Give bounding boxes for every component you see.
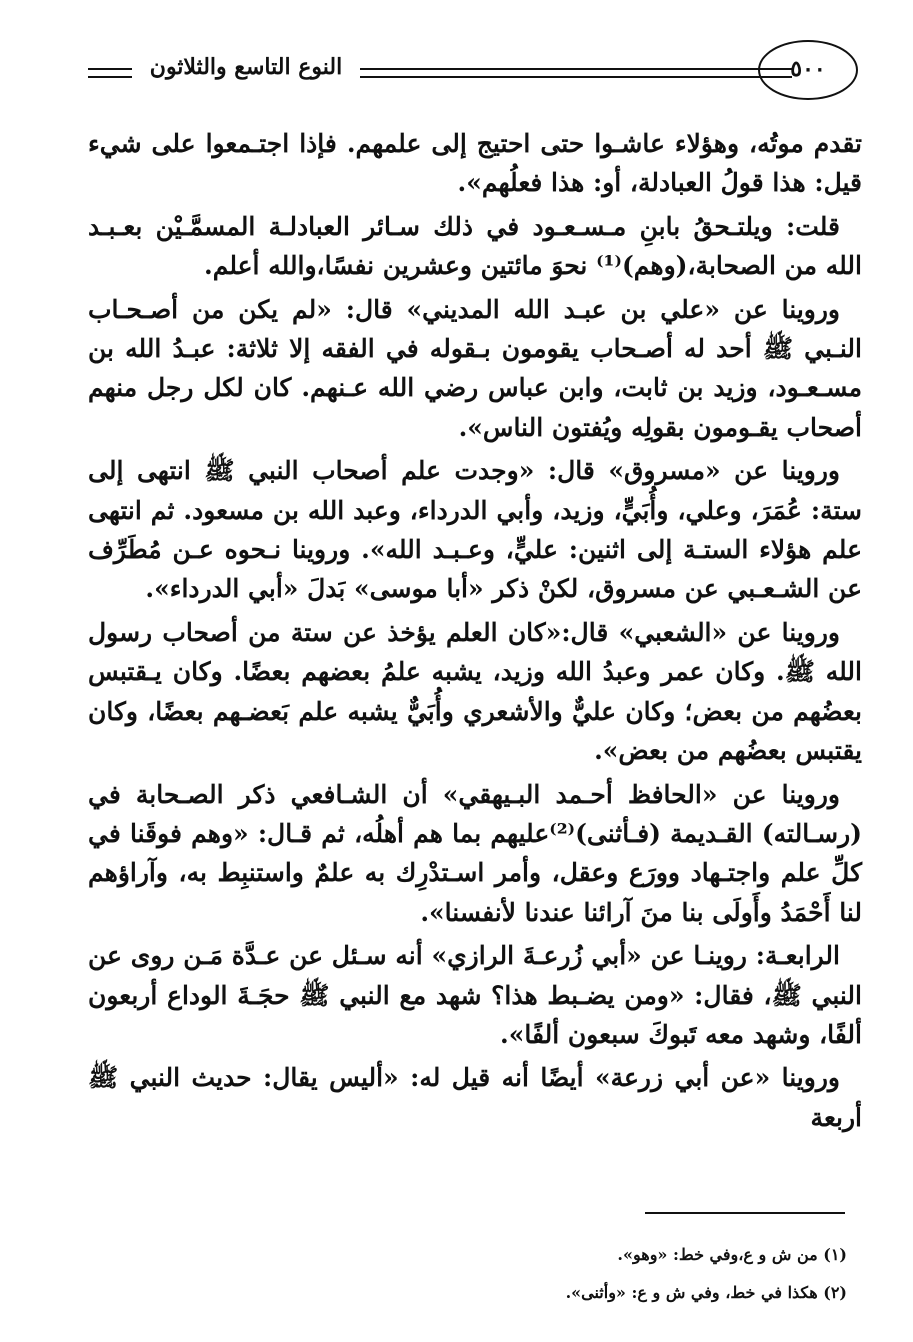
footnote-separator <box>645 1212 845 1214</box>
paragraph: وروينا عن «الشعبي» قال:«كان العلم يؤخذ عن ستة من أصحاب رسول الله ﷺ. وكان عمر وعبدُ الله وزيد، يشبه علمُ بعضهم بعضًا. وكان يـقتبس بعضُهم من بعض؛ وكان عليٌّ والأشعري وأُبَيٌّ يشبه علم بَعضـهم بعضًا، وكان يقتبس بعضُهم من بعض». <box>88 617 862 766</box>
paragraph: وروينا عن «مسروق» قال: «وجدت علم أصحاب النبي ﷺ انتهى إلى ستة: عُمَرَ، وعلي، وأُبَيٍّ، وزيد، وأبي الدرداء، وعبد الله بن مسعود. ثم انتهى علم هؤلاء الستـة إلى اثنين: عليٍّ، وعـبـد الله». وروينا نـحوه عـن مُطَرِّف عن الشـعـبي عن مسروق، لكنْ ذكر «أبا موسى» بَدلَ «أبي الدرداء». <box>88 456 862 604</box>
paragraph: قلت: ويلتـحقُ بابنِ مـسـعـود في ذلك سـائر العبادلـة المسمَّـيْن بعـبـد الله من الصحابة،(وهم)⁽¹⁾ نحوَ مائتين وعشرين نفسًا،والله أعلم. <box>88 211 862 281</box>
footnote-2: (٢) هكذا في خط، وفي ش و ع: «وأثنى». <box>565 1283 847 1302</box>
running-header <box>88 34 858 110</box>
chapter-title: النوع التاسع والثلاثون <box>149 54 343 80</box>
main-text <box>88 124 862 1141</box>
header-rule-left <box>88 68 132 78</box>
paragraph: وروينا عن «الحافظ أحـمد البـيهقي» أن الشـافعي ذكر الصـحابة في (رسـالته) القـديمة (فـأثنى)⁽²⁾عليهم بما هم أهلُه، ثم قـال: «وهم فوقَنا في كلِّ علم واجتـهاد وورَع وعقل، وأمر اسـتدْرِك به علمٌ واستنبِط به، وآراؤهم لنا أَحْمَدُ وأَولَى بنا منَ آرائنا عندنا لأنفسنا». <box>88 779 862 927</box>
header-rule-right <box>360 68 792 78</box>
paragraph: وروينا «عن أبي زرعة» أيضًا أنه قيل له: «أليس يقال: حديث النبي ﷺ أربعة <box>88 1063 862 1132</box>
paragraph: تقدم موتُه، وهؤلاء عاشـوا حتى احتيج إلى علمهم. فإذا اجتـمعوا على شيء قيل: هذا قولُ العبادلة، أو: هذا فعلُهم». <box>88 129 862 198</box>
footnotes <box>107 1236 847 1312</box>
paragraph: الرابعـة: روينـا عن «أبي زُرعـةَ الرازي» أنه سـئل عن عـدَّة مَـن روى عن النبي ﷺ، فقال: «ومن يضـبط هذا؟ شهد مع النبي ﷺ حجَـةَ الوداع أربعون ألفًا، وشهد معه تَبوكَ سبعون ألفًا». <box>88 941 862 1049</box>
paragraph: وروينا عن «علي بن عبـد الله المديني» قال: «لم يكن من أصـحـاب النـبي ﷺ أحد له أصـحاب يقومون بـقوله في الفقه إلا ثلاثة: عبـدُ الله بن مسـعـود، وزيد بن ثابت، وابن عباس رضي الله عـنهم. كان لكل رجل منهم أصحاب يقـومون بقولِه ويُفتون الناس». <box>88 294 862 442</box>
page-number: ٥٠٠ <box>790 56 826 82</box>
footnote-1: (١) من ش و ع،وفي خط: «وهو». <box>617 1245 847 1264</box>
